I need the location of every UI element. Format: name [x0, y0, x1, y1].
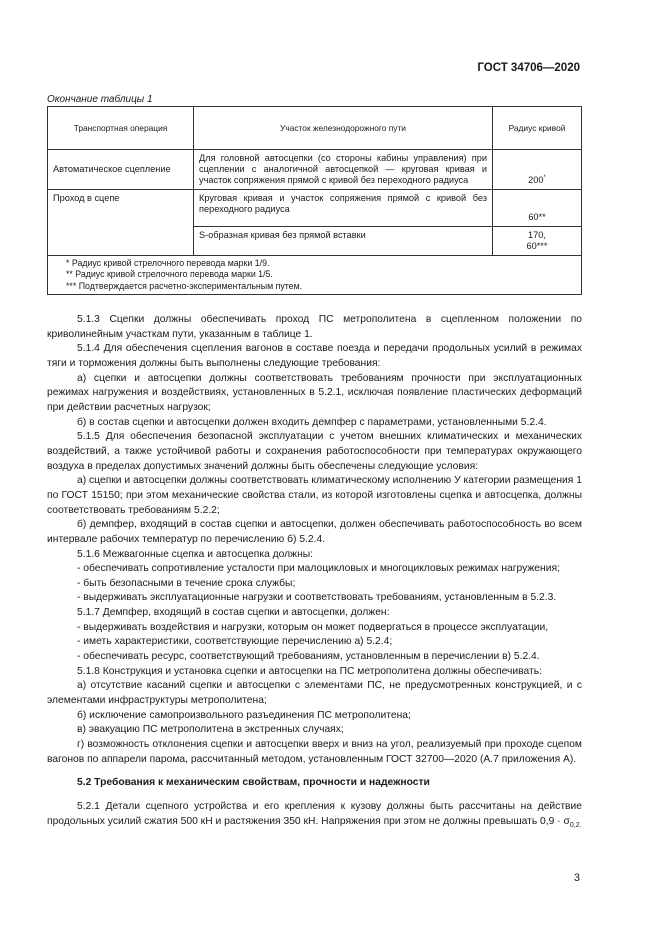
note: ** Радиус кривой стрелочного перевода марки 1/5.: [66, 269, 273, 280]
paragraph: б) демпфер, входящий в состав сцепки и автосцепки, должен обеспечивать работоспособность во всем интервале рабочих температур по перечислению б) 5.2.4.: [47, 519, 582, 545]
paragraph: б) исключение самопроизвольного разъединения ПС метрополитена;: [77, 709, 411, 721]
page-number: 3: [573, 872, 580, 884]
paragraph: а) сцепки и автосцепки должны соответствовать климатическому исполнению У категории размещения 1 по ГОСТ 15150; при этом механические свойства стали, из которой изготовлены сцепка и автосцепка, должны соответствовать требованиям 5.2.2;: [47, 475, 582, 516]
table-row: [48, 150, 582, 190]
paragraph: - иметь характеристики, соответствующие перечислению а) 5.2.4;: [77, 636, 393, 648]
paragraph: а) отсутствие касаний сцепки и автосцепки с элементами ПС, не предусмотренных конструкцией, и с элементами инфраструктуры метрополитена;: [47, 680, 582, 707]
cell-operation: Автоматическое сцепление: [48, 150, 194, 190]
paragraph: 5.1.3 Сцепки должны обеспечивать проход ПС метрополитена в сцепленном положении по криволинейным участкам пути, указанным в таблице 1.: [47, 314, 582, 340]
paragraph: - выдерживать воздействия и нагрузки, которым он может подвергаться в процессе эксплуатации,: [77, 621, 549, 633]
paragraph: г) возможность отклонения сцепки и автосцепки вверх и вниз на угол, реализуемый при проходе сцепом вагонов по аппарели парома, рассчитанный методом, установленным ГОСТ 32700—2020 (А.7 приложения А).: [47, 739, 582, 765]
cell-track: Для головной автосцепки (со стороны кабины управления) при сцеплении с аналогичной автосцепкой — круговая кривая и участок сопряжения прямой с кривой без переходного радиуса: [194, 150, 493, 190]
cell-operation: Проход в сцепе: [48, 190, 194, 256]
document-body: [47, 313, 582, 829]
paragraph: 5.1.4 Для обеспечения сцепления вагонов в составе поезда и передачи продольных усилий в режимах тяги и торможения должны быть выполнены следующие требования:: [47, 343, 582, 369]
paragraph: 5.1.7 Демпфер, входящий в состав сцепки и автосцепки, должен:: [77, 607, 390, 619]
column-header-track: Участок железнодорожного пути: [194, 107, 493, 150]
cell-radius: [493, 150, 582, 190]
paragraph: 5.1.5 Для обеспечения безопасной эксплуатации с учетом внешних климатических и механических воздействий, а также устойчивой работы и сохранения работоспособности при температурах окружающего воздуха в пределах допустимых значений должны быть обеспечены следующие условия:: [47, 431, 582, 472]
table-caption: Окончание таблицы 1: [47, 94, 153, 105]
radius-value: 60***: [526, 241, 548, 251]
column-header-operation: Транспортная операция: [48, 107, 194, 150]
note: * Радиус кривой стрелочного перевода марки 1/9.: [66, 258, 270, 268]
requirements-table: [47, 106, 582, 295]
cell-track: Круговая кривая и участок сопряжения прямой с кривой без переходного радиуса: [194, 190, 493, 227]
paragraph: в) эвакуацию ПС метрополитена в экстренных случаях;: [77, 724, 344, 736]
radius-value: 200: [528, 175, 544, 185]
paragraph: - быть безопасными в течение срока службы;: [77, 577, 296, 589]
note: *** Подтверждается расчетно-экспериментальным путем.: [66, 280, 303, 291]
sigma-subscript: 0,2.: [569, 821, 582, 829]
section-heading: 5.2 Требования к механическим свойствам, прочности и надежности: [77, 777, 430, 789]
radius-footnote-mark: *: [543, 174, 546, 181]
paragraph: [47, 800, 582, 829]
paragraph: - выдерживать эксплуатационные нагрузки и соответствовать требованиям, установленным в 5.2.3.: [77, 592, 557, 604]
paragraph: б) в состав сцепки и автосцепки должен входить демпфер с параметрами, установленными 5.2.4.: [77, 416, 547, 428]
column-header-radius: Радиус кривой: [493, 107, 582, 150]
document-code: ГОСТ 34706—2020: [477, 62, 580, 74]
cell-track: S-образная кривая без прямой вставки: [194, 227, 493, 256]
paragraph: 5.1.8 Конструкция и установка сцепки и автосцепки на ПС метрополитена должны обеспечивать:: [77, 665, 542, 677]
cell-radius: [493, 227, 582, 256]
table-notes-row: [48, 256, 582, 295]
paragraph: - обеспечивать сопротивление усталости при малоцикловых и многоцикловых режимах нагружения;: [77, 563, 560, 575]
radius-value: 170,: [528, 230, 546, 240]
cell-radius: 60**: [493, 190, 582, 227]
table-header-row: [48, 107, 582, 150]
paragraph: 5.1.6 Межвагонные сцепка и автосцепка должны:: [77, 548, 314, 560]
paragraph: - обеспечивать ресурс, соответствующий требованиям, установленным в перечислении в) 5.2.4.: [77, 651, 540, 663]
paragraph: а) сцепки и автосцепки должны соответствовать требованиям прочности при эксплуатационных режимах нагружения и воздействиях, установленных в 5.2.1, исключая появление пластических деформаций при действии расчетных нагрузок;: [47, 372, 582, 413]
table-row: [48, 190, 582, 227]
paragraph-text: 5.2.1 Детали сцепного устройства и его крепления к кузову должны быть рассчитаны на действие продольных усилий сжатия 500 кН и растяжения 350 кН. Напряжения при этом не должны превышать 0,9 · σ: [47, 801, 582, 827]
table-notes: [48, 256, 582, 295]
